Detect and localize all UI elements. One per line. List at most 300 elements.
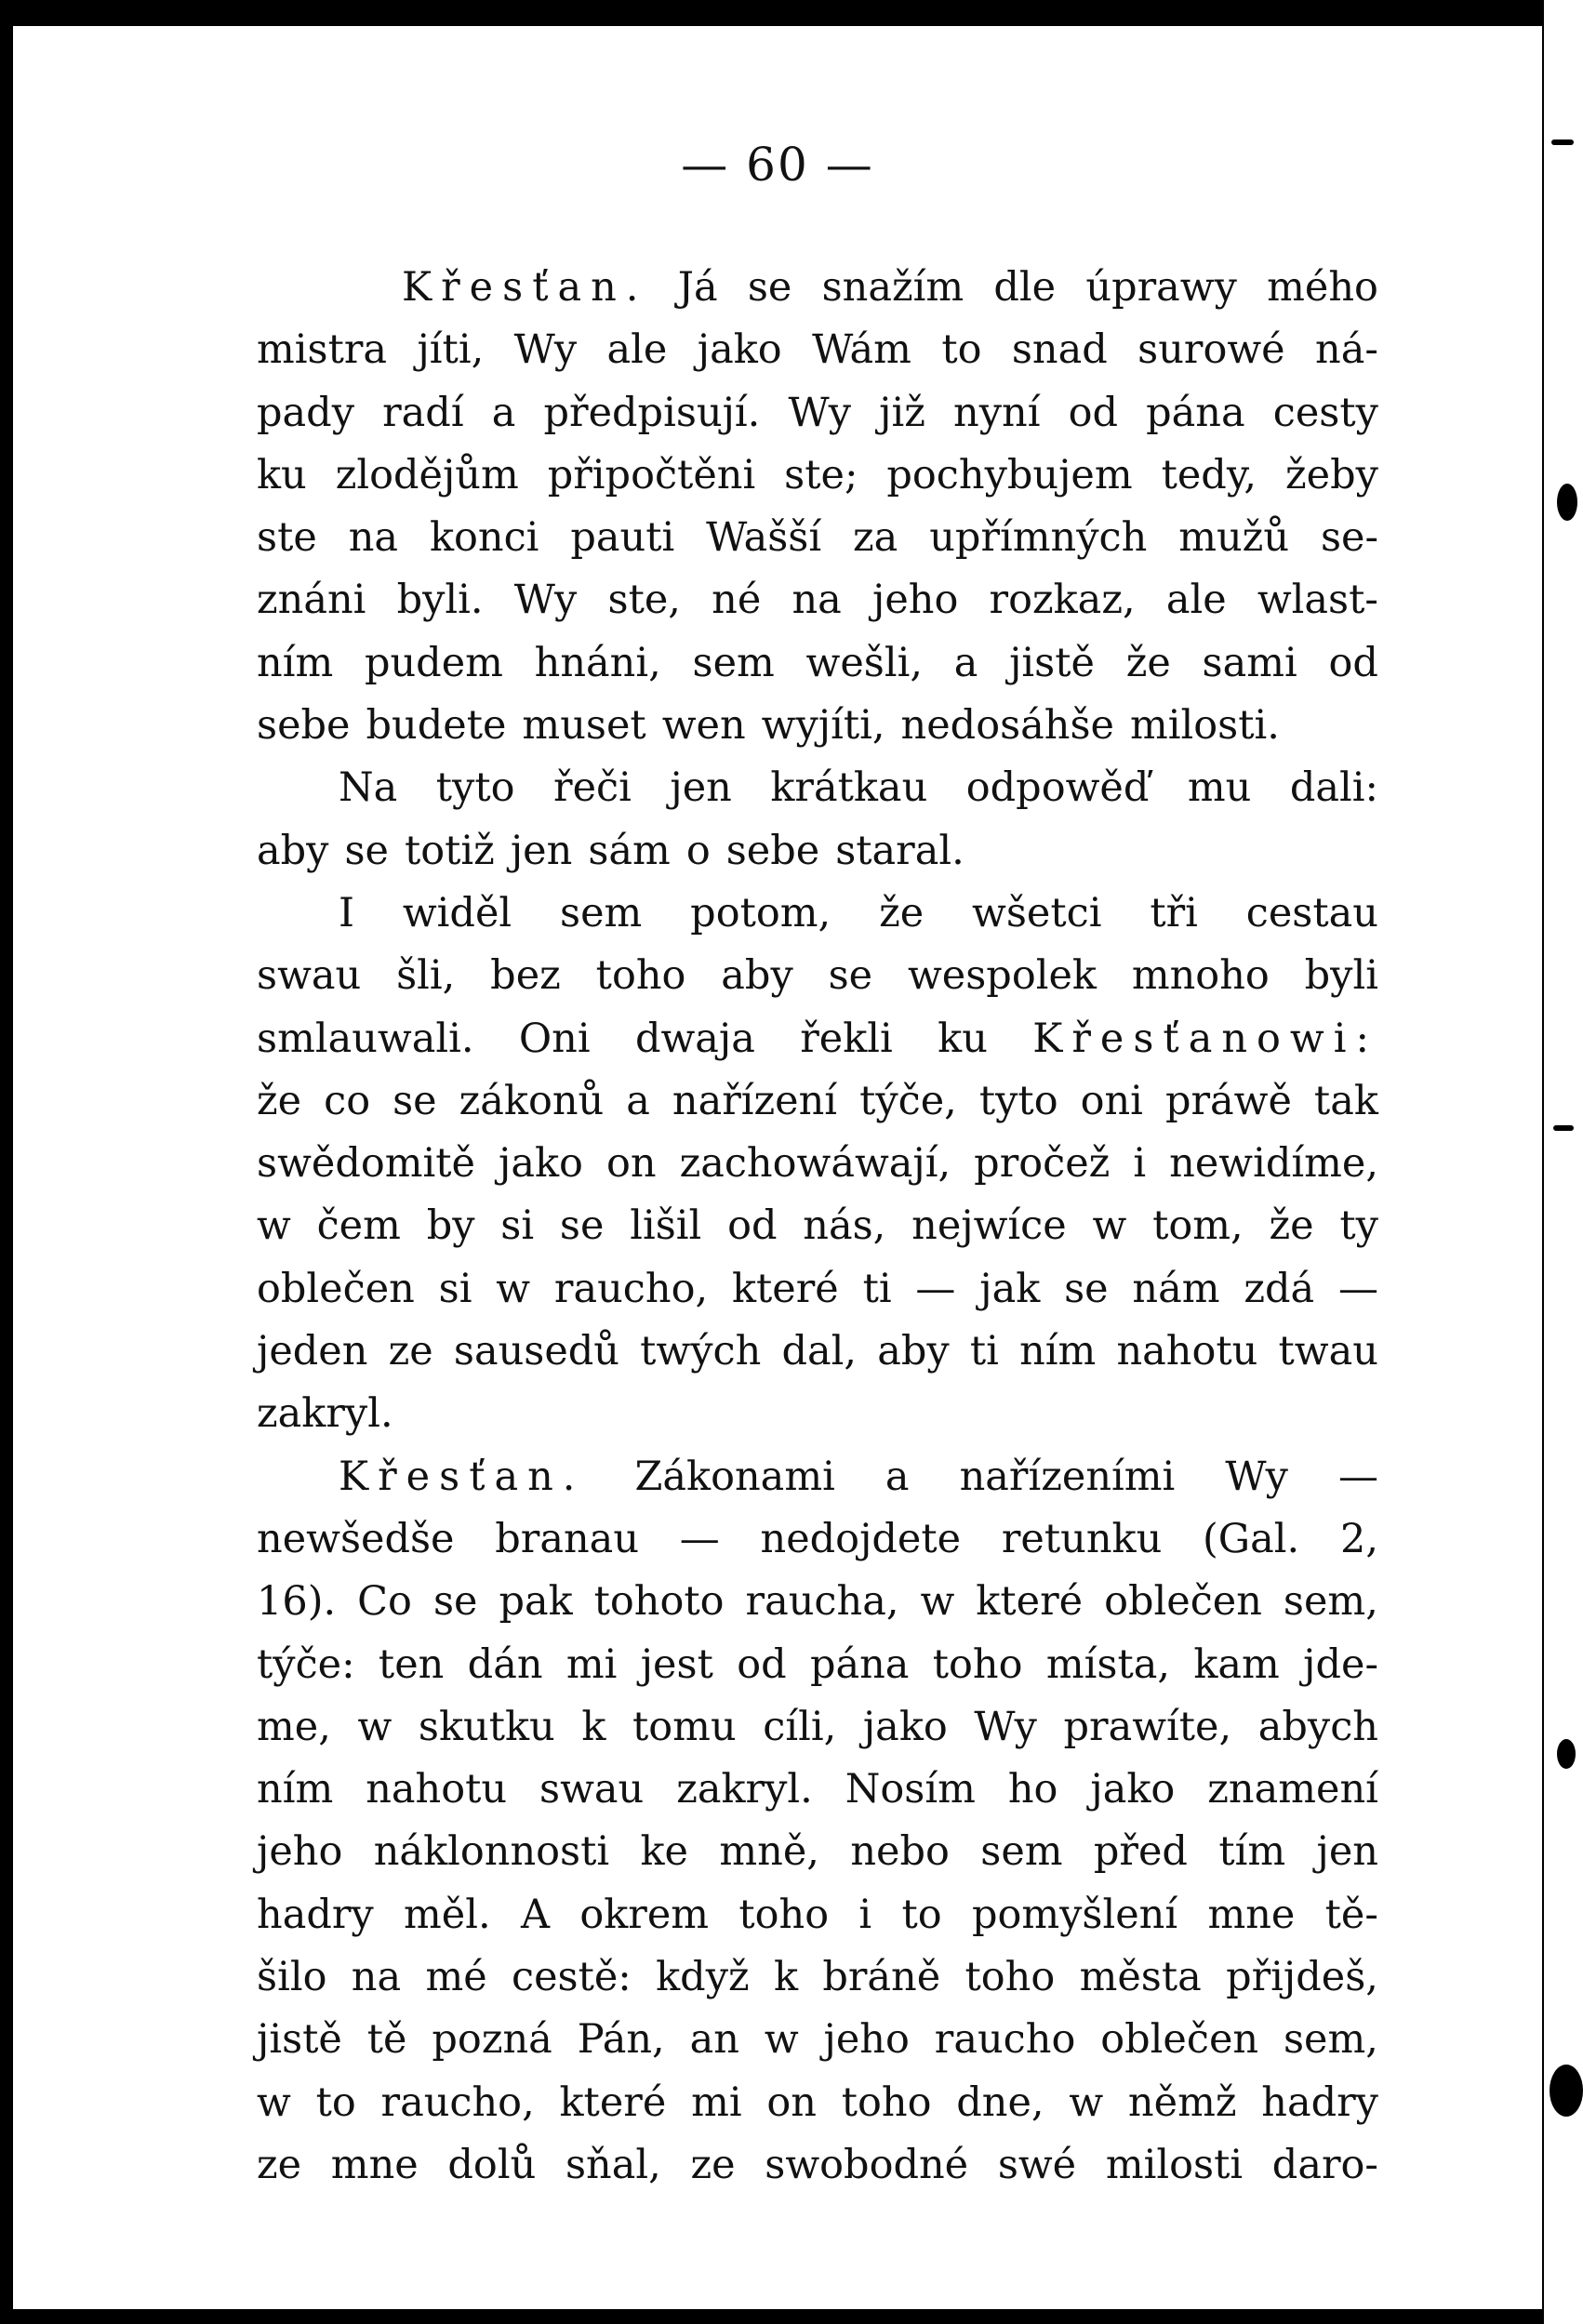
word: tě- [1324,1891,1378,1938]
word: byli. [396,577,484,624]
word: ste [257,514,317,562]
word: pauti [570,514,675,562]
word: mne [1207,1891,1296,1938]
word: swé [997,2141,1077,2188]
word: již [879,389,925,436]
body-text [257,257,1378,2197]
word: smlauwali. [257,1015,474,1062]
word: dwaja [634,1015,755,1062]
word: (Gal. [1203,1515,1300,1562]
word: radí [382,389,464,436]
word: bráně [822,1954,941,2001]
word: o [685,827,711,874]
word: nedosáhše [900,702,1114,750]
word: tyto [435,764,515,812]
word: oblečen [1104,1578,1262,1626]
text-line [257,1634,1378,1696]
word: nás, [803,1202,886,1250]
word: mého [1267,264,1378,311]
word: jeho [257,1828,343,1876]
word: abych [1257,1703,1378,1750]
word: ze [388,1328,433,1375]
word: tím [1218,1828,1286,1876]
word: wyjíti, [761,702,885,750]
word: cestau [1245,889,1378,936]
word: náklonnosti [373,1828,610,1876]
word: od [727,1202,778,1250]
word: dal, [781,1328,858,1375]
word: úprawy [1085,264,1237,311]
word: mne [330,2141,419,2188]
text-line [257,1759,1378,1821]
word: ten [378,1640,445,1688]
word: se [747,264,792,311]
word: wlast- [1257,577,1378,624]
word: Co [357,1578,412,1626]
word: si [500,1202,535,1250]
word: mužů [1178,514,1290,562]
word: twých [640,1328,762,1375]
word: sebe [725,827,820,874]
word: ku [257,451,307,498]
word: oblečen [257,1265,415,1312]
word: že [1125,639,1171,686]
word: jen [510,827,573,874]
word: ku [938,1015,988,1062]
word: cíli, [763,1703,837,1750]
word: aby [721,952,793,1000]
word: Na [339,764,398,812]
word: muset [522,702,646,750]
word: mně, [719,1828,819,1876]
word: jako [1090,1766,1176,1813]
word: za [853,514,898,562]
word: w [1092,1202,1127,1250]
word: jen [670,764,732,812]
word: které [559,2078,667,2126]
word: hnáni, [534,639,661,686]
word: branau [495,1515,640,1562]
word: připočtěni [547,451,756,498]
text-line [257,820,1378,883]
word: pomyšlení [971,1891,1178,1938]
word: I [339,889,354,936]
word: rozkaz, [989,577,1136,624]
word: sem, [1283,1578,1378,1626]
word: surowé [1137,326,1285,374]
word: týče, [859,1077,957,1124]
adjacent-page-edge [1544,0,1583,2324]
word: w [357,1703,392,1750]
word: a [953,639,978,686]
word: se [828,952,873,1000]
word: mé [425,1954,487,2001]
word: tom, [1152,1202,1244,1250]
word: které [976,1578,1084,1626]
word: totiž [404,827,495,874]
text-line [257,1133,1378,1195]
word: prawíte, [1063,1703,1232,1750]
word: aby [257,827,329,874]
word: twau [1278,1328,1378,1375]
word: newšedše [257,1515,455,1562]
word: snad [1011,326,1108,374]
word: že [257,1077,302,1124]
word: Wy [513,326,578,374]
word: k [773,1954,799,2001]
text-line [257,883,1378,945]
word: widěl [402,889,512,936]
word: i [1133,1140,1147,1188]
word: od [1328,639,1378,686]
word: ke [640,1828,689,1876]
word: sebe [257,702,351,750]
word: znáni [257,577,366,624]
word: co [324,1077,371,1124]
word: Wašší [706,514,822,562]
word: nahotu [1116,1328,1258,1375]
word: na [348,514,399,562]
word: tedy, [1161,451,1257,498]
word: sausedů [453,1328,620,1375]
word: toho [841,2078,932,2126]
word: né [712,577,762,624]
word: hadry [1261,2078,1378,2126]
text-line [257,1884,1378,1946]
word: 2, [1339,1515,1378,1562]
word: jen [1316,1828,1378,1876]
word: tohoto [593,1578,725,1626]
word: když [656,1954,750,2001]
edge-mark [1550,2065,1583,2117]
word: retunku [1001,1515,1163,1562]
word: — [1337,1453,1378,1500]
word: zlodějům [335,451,519,498]
word: pak [499,1578,573,1626]
word: šilo [257,1954,327,2001]
word: řekli [800,1015,893,1062]
word: předpisují. [543,389,761,436]
word: nyní [953,389,1041,436]
word: nejwíce [911,1202,1067,1250]
word: sňal, [565,2141,661,2188]
word: A [520,1891,551,1938]
word: on [766,2078,817,2126]
word: znamení [1207,1766,1378,1813]
word: jak [979,1265,1041,1312]
word: Křesťan. [402,264,648,311]
word: Wy [513,577,578,624]
word: se- [1320,514,1378,562]
word: newidíme, [1169,1140,1378,1188]
word: Wy [974,1703,1037,1750]
word: dle [993,264,1057,311]
word: swědomitě [257,1140,475,1188]
word: daro- [1271,2141,1378,2188]
word: zákonů [459,1077,605,1124]
word: zakryl. [676,1766,813,1813]
word: se [559,1202,605,1250]
text-line [257,1508,1378,1571]
word: mi [565,1640,618,1688]
word: mu [1187,764,1252,812]
word: se [392,1077,437,1124]
word: w [920,1578,955,1626]
word: aby [877,1328,950,1375]
word: byli [1304,952,1378,1000]
word: — [1337,1265,1378,1312]
word: dali: [1289,764,1378,812]
word: od [737,1640,787,1688]
word: tři [1150,889,1198,936]
word: žeby [1285,451,1378,498]
text-line [257,1446,1378,1508]
word: měl. [404,1891,491,1938]
word: konci [429,514,539,562]
word: pána [809,1640,910,1688]
text-line [257,1383,1378,1445]
word: a [491,389,516,436]
word: dán [467,1640,543,1688]
word: jde- [1303,1640,1378,1688]
word: i [858,1891,872,1938]
word: Zákonami [634,1453,835,1500]
text-line [257,507,1378,569]
word: že [879,889,925,936]
edge-mark [1553,1125,1574,1131]
word: oni [1080,1077,1143,1124]
word: si [438,1265,472,1312]
word: budete [366,702,507,750]
edge-mark [1557,484,1577,521]
word: raucho, [553,1265,709,1312]
page-number: — 60 — [681,138,874,192]
word: tomu [632,1703,737,1750]
word: sem [980,1828,1063,1876]
word: řeči [553,764,632,812]
word: Oni [518,1015,591,1062]
word: ná- [1315,326,1378,374]
word: lišil [630,1202,702,1250]
word: sami [1202,639,1297,686]
text-line [257,319,1378,381]
word: přijdeš, [1226,1954,1378,2001]
word: které [731,1265,839,1312]
word: Nosím [845,1766,976,1813]
word: pady [257,389,354,436]
word: staral. [835,827,964,874]
word: sem [692,639,775,686]
word: cestě: [511,1954,632,2001]
text-line [257,945,1378,1007]
word: ale [606,326,668,374]
text-line [257,757,1378,819]
text-line [257,1821,1378,1883]
word: me, [257,1703,331,1750]
word: odpowěď [965,764,1150,812]
word: jistě [1009,639,1095,686]
text-line [257,695,1378,757]
text-line [257,2072,1378,2134]
word: wšetci [972,889,1102,936]
word: w [1069,2078,1104,2126]
word: Wy [788,389,852,436]
word: jako [697,326,782,374]
text-line [257,2134,1378,2197]
word: Křesťan. [339,1453,585,1500]
word: že [1269,1202,1314,1250]
word: skutku [418,1703,555,1750]
word: 16). [257,1578,337,1626]
text-line [257,382,1378,445]
word: jistě [257,2016,342,2064]
word: w [257,2078,291,2126]
text-line [257,1946,1378,2009]
word: jeho [823,2016,910,2064]
text-line [257,569,1378,631]
word: od [1068,389,1118,436]
word: Křesťanowi: [1032,1015,1378,1062]
word: tyto [978,1077,1058,1124]
word: raucho, [380,2078,535,2126]
word: kam [1193,1640,1280,1688]
text-line [257,1070,1378,1133]
word: jeho [871,577,959,624]
text-line [257,632,1378,695]
word: zdá [1244,1265,1315,1312]
word: an [689,2016,739,2064]
word: a [885,1453,910,1500]
word: toho [932,1640,1023,1688]
word: se [432,1578,478,1626]
book-page [13,26,1542,2309]
word: nebo [850,1828,950,1876]
word: dolů [447,2141,537,2188]
word: — [679,1515,720,1562]
word: Wy [1225,1453,1288,1500]
word: Já [677,264,718,311]
word: mnoho [1131,952,1270,1000]
word: ty [1339,1202,1378,1250]
word: jako [499,1140,583,1188]
word: jako [862,1703,948,1750]
word: ste, [607,577,681,624]
word: města [1079,1954,1202,2001]
word: wen [661,702,746,750]
word: nedojdete [760,1515,962,1562]
text-line [257,2009,1378,2071]
word: práwě [1164,1077,1292,1124]
text-line [257,1321,1378,1383]
word: sem [560,889,643,936]
word: pročež [974,1140,1111,1188]
word: okrem [579,1891,710,1938]
word: ním [1019,1328,1097,1375]
word: sám [588,827,671,874]
word: nařízení [672,1077,838,1124]
word: bez [490,952,561,1000]
word: nahotu [366,1766,508,1813]
word: snažím [821,264,964,311]
word: místa, [1045,1640,1171,1688]
word: ti [862,1265,892,1312]
word: raucho [934,2016,1076,2064]
word: ním [257,639,334,686]
word: týče: [257,1640,355,1688]
word: jeden [257,1328,368,1375]
word: nám [1132,1265,1220,1312]
word: milosti. [1130,702,1280,750]
text-line [257,257,1378,319]
word: čem [316,1202,401,1250]
word: to [941,326,982,374]
edge-mark [1557,1739,1576,1769]
word: — [915,1265,956,1312]
word: pochybujem [886,451,1133,498]
word: toho [964,1954,1056,2001]
word: w [496,1265,531,1312]
word: se [344,827,389,874]
word: toho [738,1891,830,1938]
text-line [257,1571,1378,1633]
word: na [792,577,842,624]
word: mistra [257,326,388,374]
text-line [257,445,1378,507]
word: ti [969,1328,999,1375]
word: sem, [1283,2016,1378,2064]
word: Pán, [577,2016,665,2064]
word: ze [690,2141,736,2188]
text-line [257,1008,1378,1070]
word: k [581,1703,606,1750]
word: toho [595,952,686,1000]
word: ste; [784,451,858,498]
word: němž [1127,2078,1237,2126]
word: krátkau [770,764,928,812]
word: mi [691,2078,742,2126]
word: w [257,1202,291,1250]
word: on [605,1140,657,1188]
word: milosti [1105,2141,1244,2188]
word: jíti, [417,326,485,374]
word: a [626,1077,650,1124]
word: ho [1007,1766,1058,1813]
word: ním [257,1766,334,1813]
word: jest [640,1640,713,1688]
word: se [1064,1265,1109,1312]
word: ale [1165,577,1227,624]
word: raucha, [745,1578,899,1626]
word: ze [257,2141,302,2188]
word: swau [257,952,362,1000]
word: zakryl. [257,1390,393,1438]
word: to [315,2078,356,2126]
word: hadry [257,1891,374,1938]
word: tě [366,2016,407,2064]
word: před [1093,1828,1188,1876]
word: zachowáwají, [679,1140,951,1188]
word: cesty [1272,389,1378,436]
word: to [901,1891,942,1938]
word: nařízeními [959,1453,1176,1500]
word: wespolek [907,952,1097,1000]
text-line [257,1195,1378,1257]
word: pudem [364,639,503,686]
word: tak [1313,1077,1378,1124]
word: Wám [812,326,911,374]
word: pána [1146,389,1245,436]
word: swau [539,1766,645,1813]
